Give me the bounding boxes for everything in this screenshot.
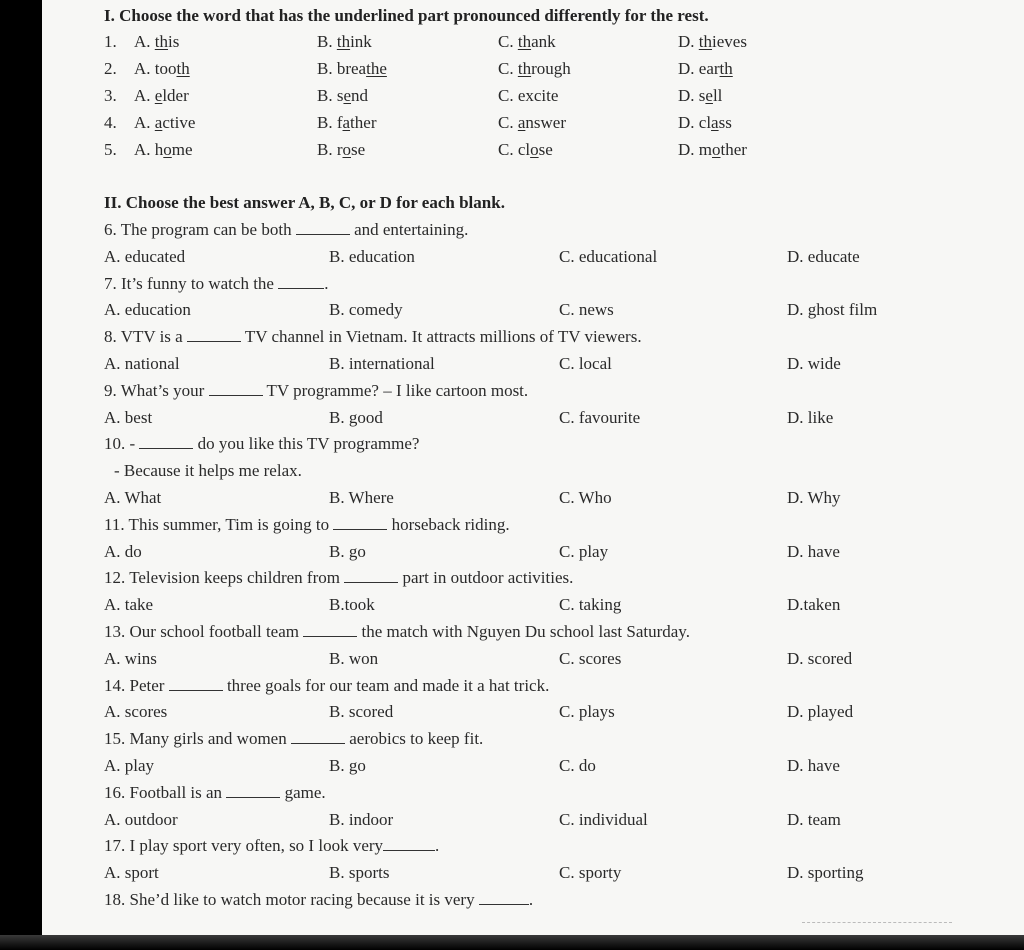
question-number: 4. bbox=[104, 113, 117, 132]
answer-options-row bbox=[42, 810, 1024, 834]
answer-blank bbox=[169, 676, 223, 691]
question-text: 14. Peter three goals for our team and made it a hat trick. bbox=[104, 675, 550, 695]
question-text: 17. I play sport very often, so I look very . bbox=[104, 836, 440, 856]
option-a: A. elder bbox=[134, 86, 189, 105]
answer-option: D. team bbox=[787, 809, 841, 829]
underlined-part: o bbox=[712, 140, 721, 159]
answer-option: B. scored bbox=[329, 702, 394, 722]
answer-option: C. taking bbox=[559, 595, 622, 615]
question-number: 5. bbox=[104, 140, 117, 159]
underlined-part: th bbox=[517, 32, 532, 51]
answer-options-row bbox=[42, 300, 1024, 324]
underlined-part: o bbox=[530, 140, 539, 159]
answer-blank bbox=[209, 381, 263, 396]
option-c: C. through bbox=[498, 59, 571, 78]
underlined-part: the bbox=[366, 59, 387, 78]
option-d: D. class bbox=[678, 113, 732, 132]
faint-bottom-line bbox=[802, 922, 952, 923]
question-text: 6. The program can be both and entertaining. bbox=[104, 220, 469, 239]
answer-blank bbox=[344, 568, 398, 583]
answer-options-row bbox=[42, 247, 1024, 271]
answer-option: D. have bbox=[787, 541, 840, 561]
answer-option: A. do bbox=[104, 541, 142, 561]
answer-blank bbox=[187, 327, 241, 342]
option-d: D. mother bbox=[678, 140, 747, 159]
answer-options-row bbox=[42, 863, 1024, 887]
answer-option: A. education bbox=[104, 300, 191, 320]
option-b: B. rose bbox=[317, 140, 366, 159]
answer-option: D. ghost film bbox=[787, 300, 878, 320]
answer-option: B. good bbox=[329, 407, 383, 427]
answer-option: C. do bbox=[559, 756, 596, 775]
answer-option: A. best bbox=[104, 407, 153, 427]
option-a: A. home bbox=[134, 140, 193, 159]
answer-option: C. scores bbox=[559, 648, 622, 668]
underlined-part: th bbox=[517, 59, 532, 78]
answer-option: A. wins bbox=[104, 648, 157, 668]
section-2-title: II. Choose the best answer A, B, C, or D for each blank. bbox=[104, 193, 505, 212]
answer-blank bbox=[333, 515, 387, 530]
question-text: 10. - do you like this TV programme? bbox=[104, 434, 420, 454]
question-extra-line: - Because it helps me relax. bbox=[114, 461, 302, 481]
answer-option: B. comedy bbox=[329, 300, 403, 320]
answer-option: D. Why bbox=[787, 488, 841, 507]
answer-option: A. sport bbox=[104, 863, 159, 883]
pronunciation-row bbox=[42, 86, 1024, 110]
underlined-part: a bbox=[342, 113, 351, 132]
answer-option: C. local bbox=[559, 354, 612, 373]
underlined-part: th bbox=[698, 32, 713, 51]
answer-option: C. favourite bbox=[559, 407, 641, 427]
answer-option: D. scored bbox=[787, 648, 853, 668]
underlined-part: e bbox=[154, 86, 163, 105]
pronunciation-row bbox=[42, 32, 1024, 56]
option-b: B. father bbox=[317, 113, 377, 132]
answer-option: D. sporting bbox=[787, 863, 864, 883]
option-d: D. thieves bbox=[678, 32, 747, 51]
answer-option: B. international bbox=[329, 354, 435, 373]
answer-options-row bbox=[42, 756, 1024, 780]
option-b: B. send bbox=[317, 86, 369, 105]
answer-option: C. sporty bbox=[559, 863, 622, 883]
question-text: 7. It’s funny to watch the . bbox=[104, 273, 329, 293]
underlined-part: a bbox=[711, 113, 719, 132]
answer-options-row bbox=[42, 595, 1024, 619]
option-a: A. tooth bbox=[134, 59, 190, 78]
question-number: 3. bbox=[104, 86, 117, 105]
question-text: 18. She’d like to watch motor racing because it is very . bbox=[104, 890, 534, 909]
answer-options-row bbox=[42, 408, 1024, 432]
answer-blank bbox=[139, 434, 193, 449]
answer-blank bbox=[296, 220, 350, 235]
answer-option: C. individual bbox=[559, 809, 648, 829]
underlined-part: o bbox=[163, 140, 172, 159]
answer-option: A. scores bbox=[104, 702, 168, 722]
bottom-edge bbox=[0, 935, 1024, 950]
question-text: 11. This summer, Tim is going to horseback riding. bbox=[104, 514, 510, 534]
answer-blank bbox=[479, 890, 529, 905]
question-text: 9. What’s your TV programme? – I like cartoon most. bbox=[104, 380, 529, 400]
underlined-part: o bbox=[342, 140, 351, 159]
answer-blank bbox=[383, 836, 435, 851]
answer-option: B. education bbox=[329, 246, 415, 266]
option-d: D. earth bbox=[678, 59, 733, 78]
option-b: B. breathe bbox=[317, 59, 387, 78]
worksheet-page bbox=[42, 0, 1024, 945]
underlined-part: a bbox=[517, 113, 526, 132]
option-c: C. answer bbox=[498, 113, 566, 132]
answer-option: C. Who bbox=[559, 488, 612, 507]
answer-option: A. What bbox=[104, 488, 162, 507]
pronunciation-row bbox=[42, 140, 1024, 164]
answer-options-row bbox=[42, 354, 1024, 378]
question-number: 2. bbox=[104, 59, 117, 78]
answer-option: B. go bbox=[329, 756, 366, 775]
answer-blank bbox=[303, 622, 357, 637]
answer-option: D. played bbox=[787, 702, 854, 722]
answer-option: B.took bbox=[329, 595, 375, 615]
underlined-part: th bbox=[336, 32, 351, 51]
answer-blank bbox=[291, 729, 345, 744]
option-c: C. excite bbox=[498, 86, 559, 105]
section-1-title: I. Choose the word that has the underlined part pronounced differently for the rest. bbox=[104, 6, 709, 25]
answer-option: C. play bbox=[559, 541, 609, 561]
answer-options-row bbox=[42, 702, 1024, 726]
answer-options-row bbox=[42, 649, 1024, 673]
answer-option: A. take bbox=[104, 595, 154, 615]
answer-option: B. indoor bbox=[329, 809, 394, 829]
answer-option: A. play bbox=[104, 756, 155, 775]
question-text: 8. VTV is a TV channel in Vietnam. It attracts millions of TV viewers. bbox=[104, 327, 642, 347]
pronunciation-row bbox=[42, 113, 1024, 137]
answer-options-row bbox=[42, 542, 1024, 566]
answer-option: B. Where bbox=[329, 488, 394, 507]
answer-option: D. educate bbox=[787, 246, 860, 266]
underlined-part: th bbox=[719, 59, 733, 78]
option-c: C. close bbox=[498, 140, 553, 159]
option-a: A. active bbox=[134, 113, 196, 132]
underlined-part: th bbox=[176, 59, 190, 78]
answer-option: C. educational bbox=[559, 246, 658, 266]
answer-option: D. have bbox=[787, 756, 840, 775]
answer-option: C. plays bbox=[559, 702, 615, 722]
answer-option: D. wide bbox=[787, 354, 841, 373]
answer-option: A. national bbox=[104, 354, 180, 373]
underlined-part: a bbox=[154, 113, 163, 132]
question-number: 1. bbox=[104, 32, 117, 51]
question-text: 12. Television keeps children from part in outdoor activities. bbox=[104, 568, 574, 588]
question-text: 15. Many girls and women aerobics to keep fit. bbox=[104, 729, 484, 749]
underlined-part: th bbox=[154, 32, 169, 51]
option-d: D. sell bbox=[678, 86, 723, 105]
question-text: 13. Our school football team the match with Nguyen Du school last Saturday. bbox=[104, 622, 690, 641]
answer-option: B. won bbox=[329, 648, 379, 668]
answer-blank bbox=[278, 274, 324, 289]
answer-options-row bbox=[42, 488, 1024, 512]
answer-option: B. sports bbox=[329, 863, 390, 883]
underlined-part: e bbox=[343, 86, 352, 105]
answer-option: D. like bbox=[787, 407, 834, 427]
pronunciation-row bbox=[42, 59, 1024, 83]
option-a: A. this bbox=[134, 32, 180, 51]
answer-option: C. news bbox=[559, 300, 614, 320]
answer-option: D.taken bbox=[787, 595, 841, 615]
underlined-part: e bbox=[705, 86, 713, 105]
answer-option: A. educated bbox=[104, 246, 186, 266]
option-c: C. thank bbox=[498, 32, 556, 51]
question-text: 16. Football is an game. bbox=[104, 782, 326, 802]
option-b: B. think bbox=[317, 32, 372, 51]
answer-option: A. outdoor bbox=[104, 809, 178, 829]
answer-blank bbox=[226, 783, 280, 798]
answer-option: B. go bbox=[329, 541, 366, 561]
